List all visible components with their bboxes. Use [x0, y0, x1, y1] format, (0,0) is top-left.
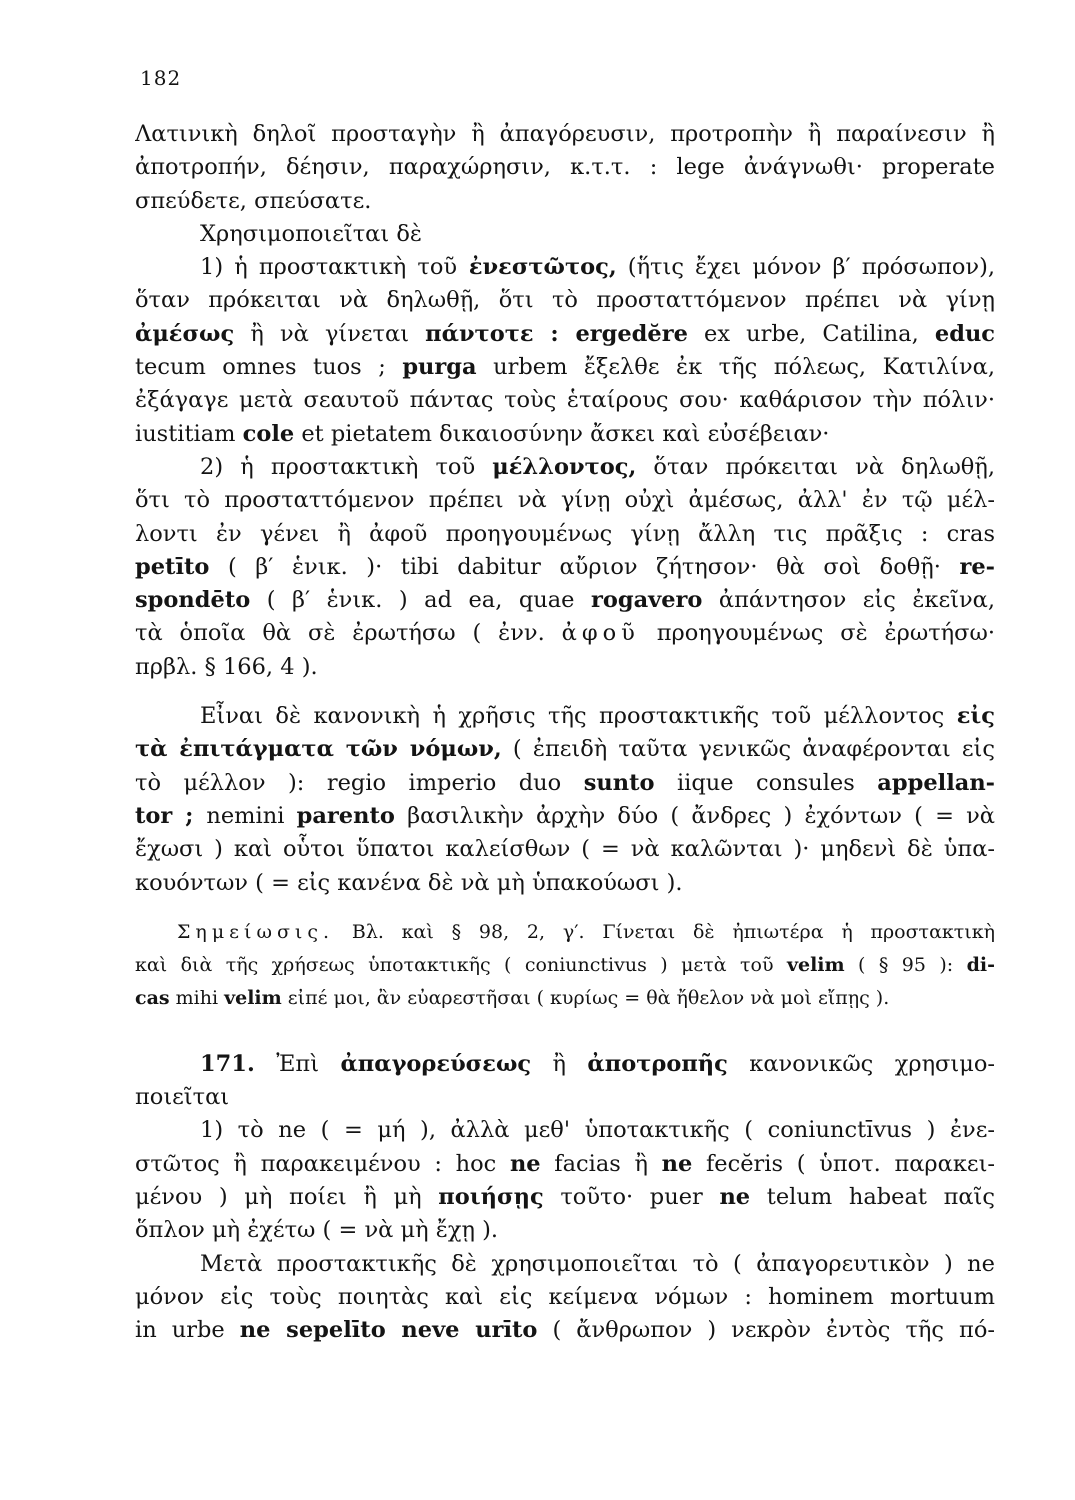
text-line: ποιεῖται: [135, 1084, 230, 1111]
text-line: ἀποτροπήν, δέησιν, παραχώρησιν, κ.τ.τ. : lege ἀνάγνωθι· properate: [135, 154, 995, 181]
text-line: ἀμέσως ἢ νὰ γίνεται πάντοτε : ergedĕre ex urbe, Catilina, educ: [135, 320, 995, 347]
text-line: μένου ) μὴ ποίει ἢ μὴ ποιήσῃς τοῦτο· puer ne telum habeat παῖς: [135, 1183, 995, 1210]
text-line: Χρησιμοποιεῖται δὲ: [200, 220, 422, 247]
text-line: τὰ ὁποῖα θὰ σὲ ἐρωτήσω ( ἐνν. ἀφοῦ προηγουμένως σὲ ἐρωτήσω·: [135, 620, 995, 647]
text-line: στῶτος ἢ παρακειμένου : hoc ne facias ἢ ne fecĕris ( ὑποτ. παρακει-: [135, 1150, 995, 1177]
text-line: σπεύδετε, σπεύσατε.: [135, 187, 372, 214]
text-line: iustitiam cole et pietatem δικαιοσύνην ἄσκει καὶ εὐσέβειαν·: [135, 420, 830, 447]
text-line: ὅπλον μὴ ἐχέτω ( = νὰ μὴ ἔχῃ ).: [135, 1217, 499, 1244]
text-line: ὅτι τὸ προσταττόμενον πρέπει νὰ γίνῃ οὐχὶ ἀμέσως, ἀλλ' ἐν τῷ μέλ-: [135, 487, 995, 514]
body-text: [135, 118, 995, 1347]
text-line: Εἶναι δὲ κανονικὴ ἡ χρῆσις τῆς προστακτικῆς τοῦ μέλλοντος εἰς: [200, 703, 995, 730]
text-line: λοντι ἐν γένει ἢ ἀφοῦ προηγουμένως γίνῃ ἄλλη τις πρᾶξις : cras: [135, 520, 995, 547]
text-line: τὸ μέλλον ): regio imperio duo sunto iique consules appellan-: [135, 769, 995, 796]
note: [135, 916, 995, 1016]
text-line: 1) ἡ προστακτικὴ τοῦ ἐνεστῶτος, (ἥτις ἔχει μόνον β′ πρόσωπον),: [200, 254, 995, 281]
text-line: in urbe ne sepelīto neve urīto ( ἄνθρωπον ) νεκρὸν ἐντὸς τῆς πό-: [135, 1317, 995, 1344]
text-line: 2) ἡ προστακτικὴ τοῦ μέλλοντος, ὅταν πρόκειται νὰ δηλωθῇ,: [200, 453, 995, 480]
text-line: petīto ( β′ ἑνικ. )· tibi dabitur αὔριον ζήτησον· θὰ σοὶ δοθῇ· re-: [135, 553, 995, 580]
text-line: πρβλ. § 166, 4 ).: [135, 653, 318, 680]
text-line: ὅταν πρόκειται νὰ δηλωθῇ, ὅτι τὸ προσταττόμενον πρέπει νὰ γίνῃ: [135, 287, 995, 314]
text-line: tecum omnes tuos ; purga urbem ἔξελθε ἐκ τῆς πόλεως, Κατιλίνα,: [135, 354, 995, 381]
text-line: ἔχωσι ) καὶ οὗτοι ὕπατοι καλείσθων ( = νὰ καλῶνται )· μηδενὶ δὲ ὑπα-: [135, 836, 995, 863]
text-line: tor ; nemini parento βασιλικὴν ἀρχὴν δύο ( ἄνδρες ) ἐχόντων ( = νὰ: [135, 802, 995, 829]
text-line: μόνον εἰς τοὺς ποιητὰς καὶ εἰς κείμενα νόμων : hominem mortuum: [135, 1283, 995, 1310]
text-line: cas mihi velim εἰπέ μοι, ἂν εὐαρεστῆσαι ( κυρίως = θὰ ἤθελον νὰ μοὶ εἴπῃς ).: [135, 987, 890, 1010]
text-line: ἐξάγαγε μετὰ σεαυτοῦ πάντας τοὺς ἑταίρους σου· καθάρισον τὴν πόλιν·: [135, 387, 995, 414]
section-heading: 171. Ἐπὶ ἀπαγορεύσεως ἢ ἀποτροπῆς κανονικῶς χρησιμο-: [200, 1050, 995, 1077]
text-line: Σημείωσις. Βλ. καὶ § 98, 2, γ′. Γίνεται δὲ ἠπιωτέρα ἡ προστακτικὴ: [177, 920, 995, 943]
page-number: 182: [140, 66, 182, 90]
text-line: Μετὰ προστακτικῆς δὲ χρησιμοποιεῖται τὸ ( ἀπαγορευτικὸν ) ne: [200, 1250, 995, 1277]
text-line: κουόντων ( = εἰς κανένα δὲ νὰ μὴ ὑπακούωσι ).: [135, 869, 683, 896]
text-line: καὶ διὰ τῆς χρήσεως ὑποτακτικῆς ( coniunctivus ) μετὰ τοῦ velim ( § 95 ): di-: [135, 954, 995, 977]
text-line: spondēto ( β′ ἑνικ. ) ad ea, quae rogavero ἀπάντησον εἰς ἐκεῖνα,: [135, 587, 995, 614]
text-line: τὰ ἐπιτάγματα τῶν νόμων, ( ἐπειδὴ ταῦτα γενικῶς ἀναφέρονται εἰς: [135, 736, 995, 763]
text-line: Λατινικὴ δηλοῖ προσταγὴν ἢ ἀπαγόρευσιν, προτροπὴν ἢ παραίνεσιν ἢ: [135, 121, 995, 147]
text-line: 1) τὸ ne ( = μή ), ἀλλὰ μεθ' ὑποτακτικῆς ( coniunctīvus ) ἐνε-: [200, 1117, 995, 1144]
